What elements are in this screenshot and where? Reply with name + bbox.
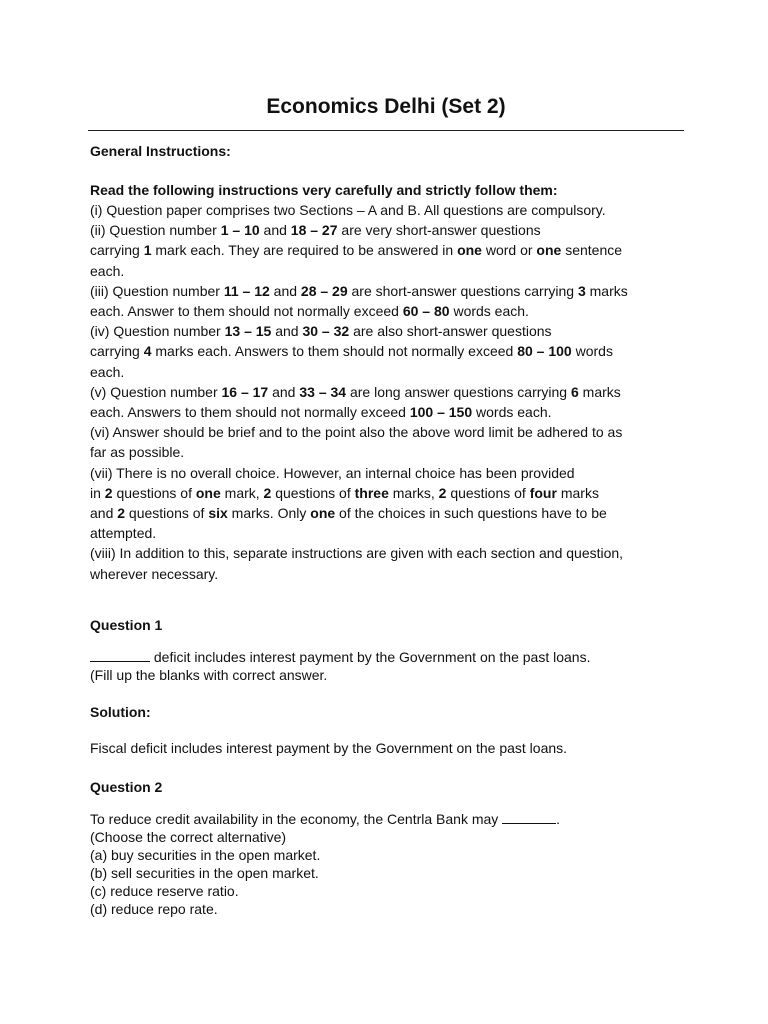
instruction-vii: (vii) There is no overall choice. However, an internal choice has been provided in 2 questions of one mark, 2 questions of three marks, 2 questions of four marks and 2 questions of six marks. Only one of the choices in such questions have to be attempted.: [90, 464, 607, 542]
instruction-v: (v) Question number 16 – 17 and 33 – 34 are long answer questions carrying 6 marks each. Answers to them should not normally exceed 100 – 150 words each.: [90, 383, 621, 421]
page-title: Economics Delhi (Set 2): [266, 95, 506, 118]
question-2-text: To reduce credit availability in the economy, the Centrla Bank may .: [90, 810, 561, 827]
instruction-ii: (ii) Question number 1 – 10 and 18 – 27 are very short-answer questions carrying 1 mark each. They are required to be answered in one word or one sentence each.: [90, 222, 623, 279]
instruction-iv: (iv) Question number 13 – 15 and 30 – 32 are also short-answer questions carrying 4 marks each. Answers to them should not normally exceed 80 – 100 words each.: [90, 323, 613, 380]
instruction-iii: (iii) Question number 11 – 12 and 28 – 29 are short-answer questions carrying 3 marks each. Answer to them should not normally exceed 60 – 80 words each.: [90, 282, 628, 320]
question-1-instruction: (Fill up the blanks with correct answer.: [90, 666, 328, 683]
instruction-viii: (viii) In addition to this, separate instructions are given with each section and question, wherever necessary.: [90, 545, 624, 582]
general-instructions-heading: General Instructions:: [90, 143, 231, 159]
title-divider: [88, 130, 684, 131]
question-2-instruction: (Choose the correct alternative): [90, 828, 287, 845]
option-b: (b) sell securities in the open market.: [90, 864, 319, 881]
answer-blank: [90, 650, 150, 662]
option-a: (a) buy securities in the open market.: [90, 846, 321, 863]
question-2-body: [90, 810, 682, 918]
option-d: (d) reduce repo rate.: [90, 900, 218, 917]
read-instructions-line: Read the following instructions very carefully and strictly follow them:: [90, 182, 558, 198]
solution-heading: Solution:: [90, 703, 151, 720]
question-1-text: deficit includes interest payment by the Government on the past loans.: [90, 648, 682, 666]
instructions-list: [90, 200, 682, 584]
answer-blank: [502, 812, 556, 824]
instruction-i: (i) Question paper comprises two Sections – A and B. All questions are compulsory.: [90, 202, 606, 218]
question-2-heading: Question 2: [90, 778, 163, 795]
option-c: (c) reduce reserve ratio.: [90, 882, 239, 899]
question-1-body: [90, 648, 682, 684]
solution-text: Fiscal deficit includes interest payment by the Government on the past loans.: [90, 739, 568, 756]
instruction-vi: (vi) Answer should be brief and to the point also the above word limit be adhered to as far as possible.: [90, 424, 623, 461]
question-1-heading: Question 1: [90, 616, 163, 633]
document-page: [90, 92, 682, 918]
